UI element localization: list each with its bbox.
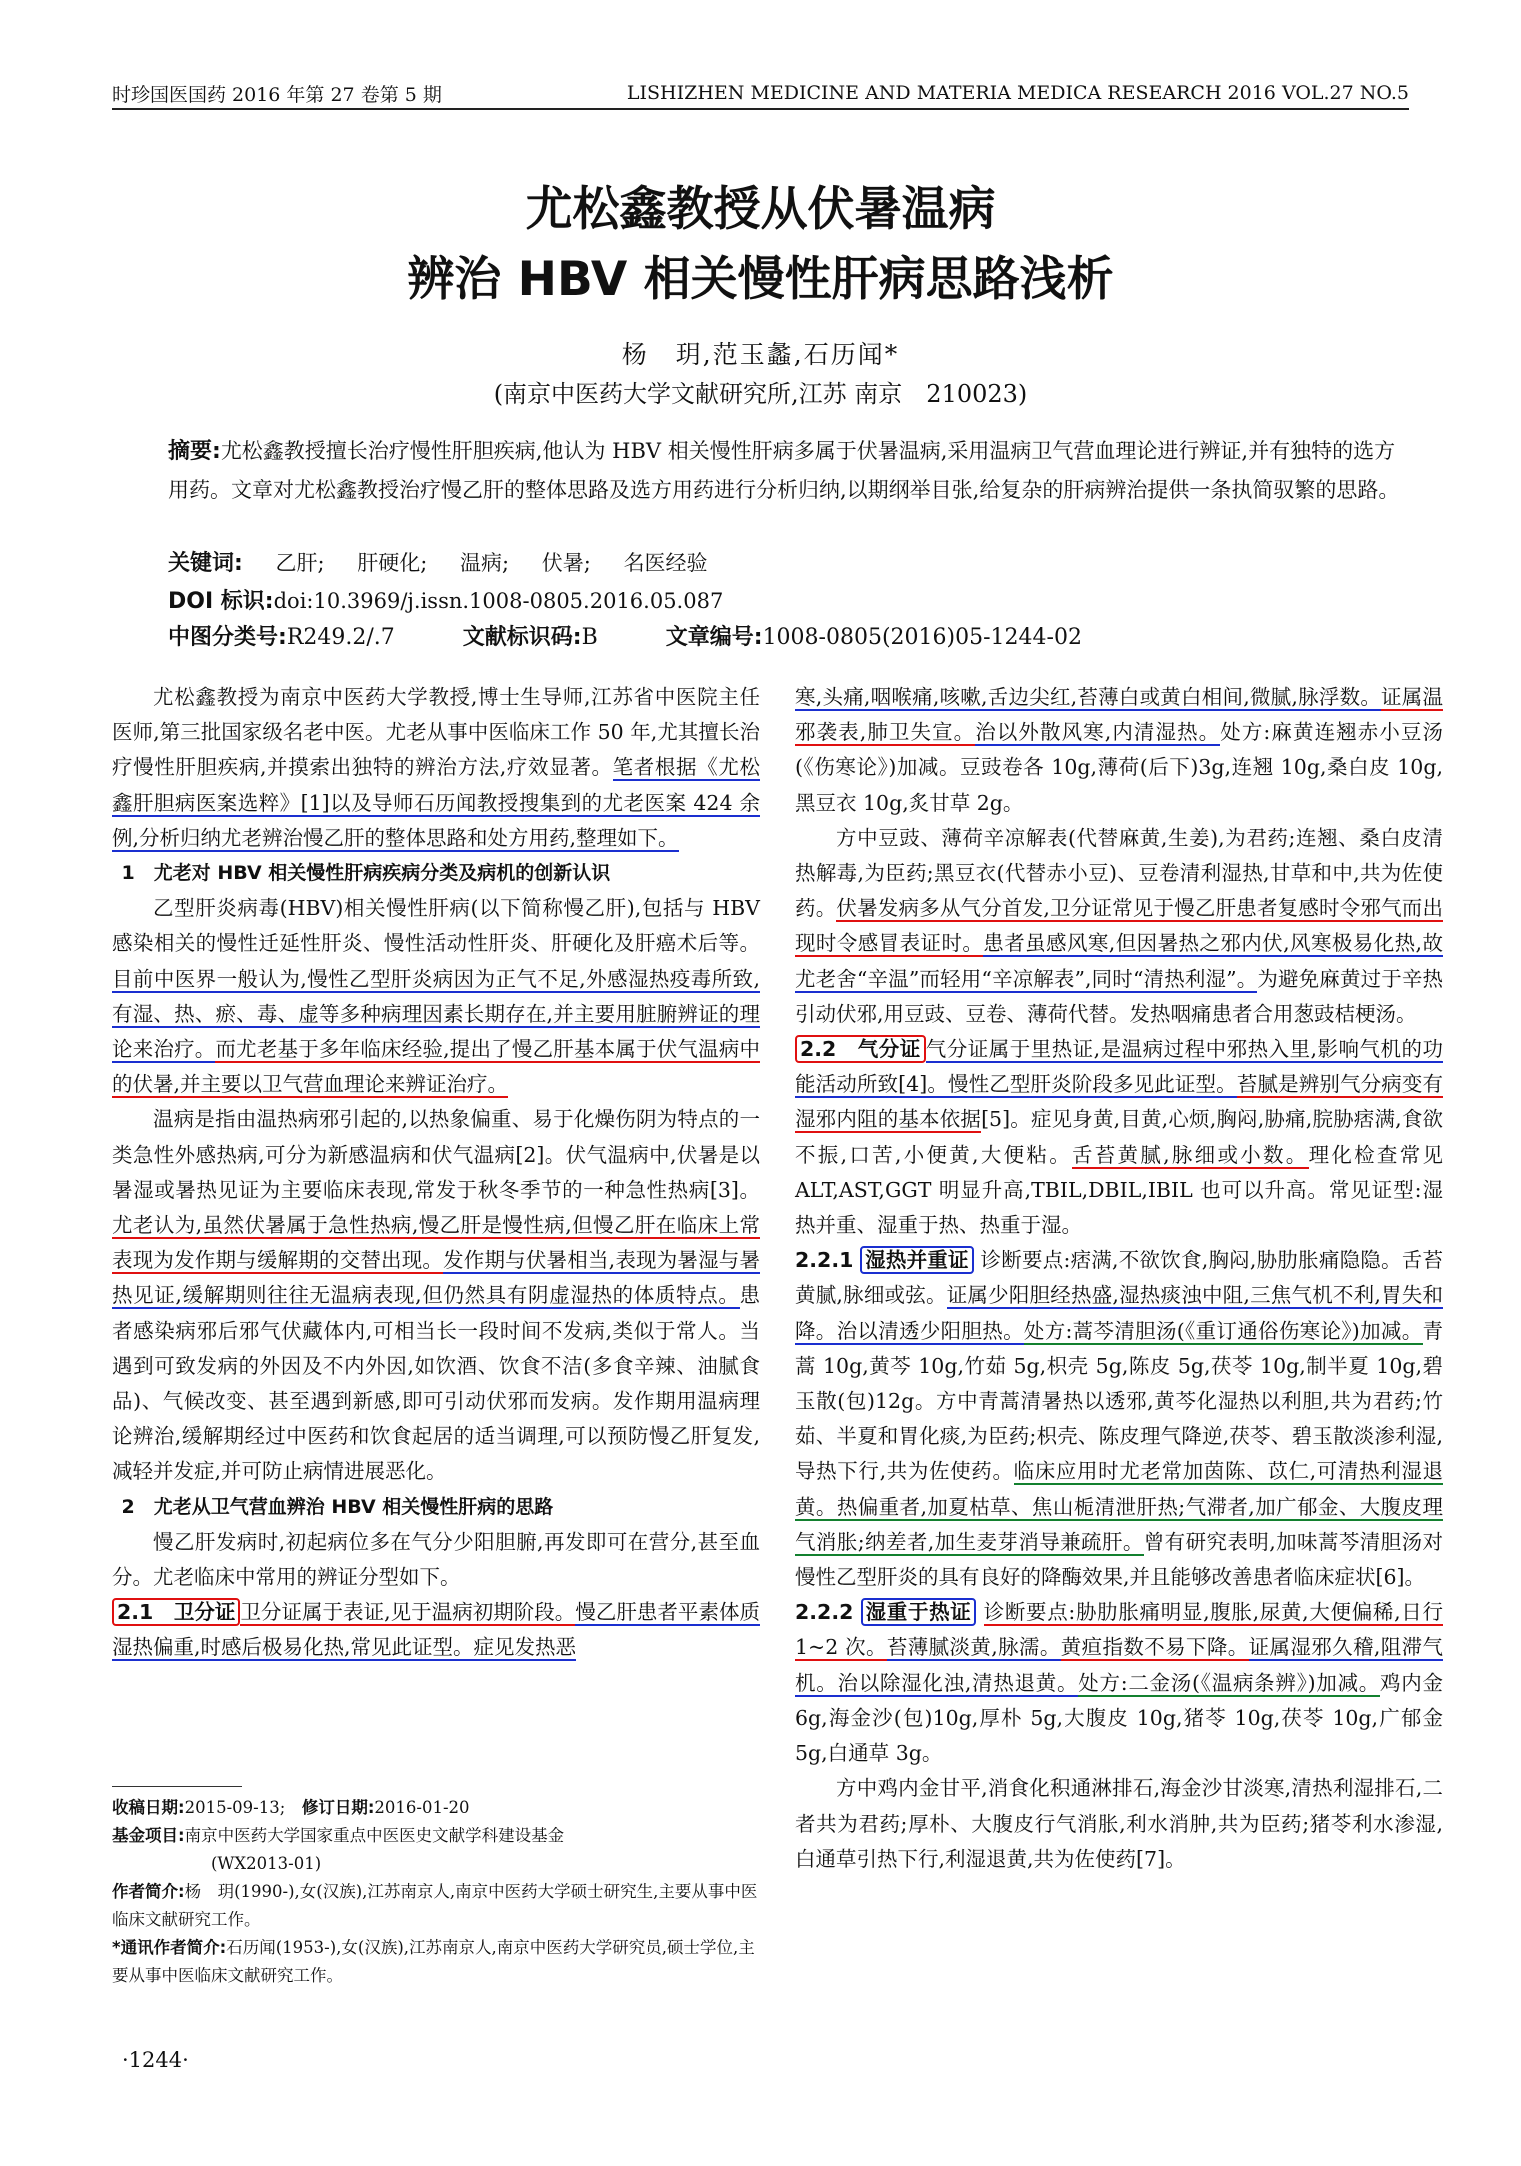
annotated-text: 苔腻是辨别气分病变有湿邪内阻的基本依据 <box>795 1072 1444 1132</box>
annotated-text: 症见发热恶 <box>473 1635 577 1660</box>
keyword: 肝硬化; <box>357 551 428 575</box>
annotated-text: 气分证属于里热证,是温病过程中邪热入里,影响气机的功能活动所致[4]。 <box>795 1037 1443 1097</box>
keywords-label: 关键词: <box>168 551 243 576</box>
paragraph <box>795 680 1443 821</box>
annotated-text: 治以清透少阳胆热。 <box>836 1318 1024 1343</box>
footnote-corresponding <box>112 1934 762 1990</box>
paragraph <box>112 1102 760 1489</box>
clc-label: 中图分类号: <box>168 625 287 650</box>
doc-code-value: B <box>581 625 598 650</box>
footnote-fund <box>112 1822 762 1850</box>
abstract <box>168 432 1400 509</box>
footnote-rule <box>112 1786 242 1787</box>
text-span: 为避免麻黄过于辛热引动伏邪,用豆豉、豆卷、薄荷代替。发热咽痛患者合用葱豉桔梗汤。 <box>795 966 1444 1026</box>
annotated-text: 苔薄腻淡黄,脉濡。 <box>886 1635 1061 1660</box>
section-1-heading: 1 尤老对 HBV 相关慢性肝病疾病分类及病机的创新认识 <box>121 862 611 885</box>
subsection-2-2-1 <box>795 1243 1443 1595</box>
annotated-text: 证属少阳胆经热盛,湿热痰浊中阻,三焦气机不利,胃失和降。 <box>795 1283 1443 1343</box>
doc-code-label: 文献标识码: <box>462 625 582 650</box>
affiliation: (南京中医药大学文献研究所,江苏 南京 210023) <box>493 380 1028 408</box>
text-span: 乙型肝炎病毒(HBV)相关慢性肝病(以下简称慢乙肝),包括与 HBV 感染相关的慢性迁延性肝炎、慢性活动性肝炎、肝硬化及肝癌术后等。 <box>112 896 760 956</box>
annotated-text: 黄疸指数不易下降。 <box>1060 1635 1249 1660</box>
paragraph <box>795 821 1443 1032</box>
text-span: 理化检查常见 ALT,AST,GGT 明显升高,TBIL,DBIL,IBIL 也可以升高。常见证型:湿热并重、湿重于热、热重于湿。 <box>795 1142 1443 1238</box>
annotated-text: 证属温邪袭表,肺卫失宣。 <box>795 685 1443 745</box>
annotated-text: 尤老认为,虽然伏暑属于急性热病,慢乙肝是慢性病,但慢乙肝在临床上常表现为发作期与缓解期的交替出现。 <box>112 1213 760 1273</box>
title-line-2: 辨治 HBV 相关慢性肝病思路浅析 <box>407 252 1114 307</box>
annotated-text: 目前中医界一般认为,慢性乙型肝炎病因为正气不足,外感湿热疫毒所致,有湿、热、瘀、毒、虚等多种病理因素长期存在,并主要用脏腑辨证的理论来治疗。 <box>112 966 760 1062</box>
received-date: 2015-09-13; <box>184 1798 286 1817</box>
text-span: 方中鸡内金甘平,消食化积通淋排石,海金沙甘淡寒,清热利湿排石,二者共为君药;厚朴、大腹皮行气消胀,利水消肿,共为臣药;猪苓利水渗湿,白通草引热下行,利湿退黄,共为佐使药[7]。 <box>795 1776 1443 1871</box>
keyword: 乙肝; <box>275 551 325 575</box>
revised-label: 修订日期: <box>301 1798 375 1817</box>
text-span: 曾有研究表明,加味蒿芩清胆汤对慢性乙型肝炎的具有良好的降酶效果,并且能够改善患者临床症状[6]。 <box>795 1529 1443 1590</box>
abstract-text: 尤松鑫教授擅长治疗慢性肝胆疾病,他认为 HBV 相关慢性肝病多属于伏暑温病,采用温病卫气营血理论进行辨证,并有独特的选方用药。文章对尤松鑫教授治疗慢乙肝的整体思路及选方用药进行分析归纳,以期纲举目张,给复杂的肝病辨治提供一条执简驭繁的思路。 <box>168 439 1400 502</box>
text-span: 尤松鑫教授为南京中医药大学教授,博士生导师,江苏省中医院主任医师,第三批国家级名老中医。尤老从事中医临床工作 50 年,尤其擅长治疗慢性肝胆疾病,并摸索出独特的辨治方法,疗效显著。 <box>112 685 760 780</box>
revised-date: 2016-01-20 <box>374 1798 470 1817</box>
annotated-text: 卫分证属于表证,见于温病初期阶段。 <box>240 1600 576 1625</box>
footnote-fund-code: (WX2013-01) <box>211 1854 322 1873</box>
annotated-text: 笔者根据《尤松鑫肝胆病医案选粹》[1]以及导师石历闻教授搜集到的尤老医案 424 余例,分析归纳尤老辨治慢乙肝的整体思路和处方用药,整理如下。 <box>112 755 760 850</box>
text-span: 诊断要点:痞满,不欲饮食,胸闷,胁肋胀痛隐隐。舌苔黄腻,脉细或弦。 <box>795 1248 1443 1308</box>
annotated-text: 证属湿邪久稽,阻滞气机。 <box>795 1635 1444 1695</box>
corr-label: *通讯作者简介: <box>112 1938 227 1957</box>
doi <box>168 582 1400 621</box>
annotated-text: 处方:蒿芩清胆汤(《重订通俗伤寒论》)加减。 <box>1023 1318 1423 1343</box>
subsection-label-box: 湿重于热证 <box>861 1598 977 1626</box>
text-span: 患者感染病邪后邪气伏藏体内,可相当长一段时间不发病,类似于常人。当遇到可致发病的外因及不内外因,如饮酒、饮食不洁(多食辛辣、油腻食品)、气候改变、甚至遇到新感,即可引动伏邪而发病。发作期用温病理论辨治,缓解期经过中医药和饮食起居的适当调理,可以预防慢乙肝复发,减轻并发症,并可防止病情进展恶化。 <box>112 1283 760 1484</box>
annotated-text: 慢乙肝患者平素体质湿热偏重,时感后极易化热,常见此证型。 <box>112 1600 761 1660</box>
text-span: 处方:麻黄连翘赤小豆汤(《伤寒论》)加减。豆豉卷各 10g,薄荷(后下)3g,连翘 10g,桑白皮 10g,黑豆衣 10g,炙甘草 2g。 <box>795 720 1443 815</box>
title-line-1: 尤松鑫教授从伏暑温病 <box>525 182 996 237</box>
clc-value: R249.2/.7 <box>286 625 395 650</box>
running-header <box>112 78 1409 110</box>
text-span: 方中豆豉、薄荷辛凉解表(代替麻黄,生姜),为君药;连翘、桑白皮清热解毒,为臣药;黑豆衣(代替赤小豆)、豆卷清利湿热,甘草和中,共为佐使药。 <box>795 825 1443 921</box>
classification-row <box>168 620 1082 651</box>
journal-header-cn: 时珍国医国药 2016 年第 27 卷第 5 期 <box>112 83 442 106</box>
annotated-text: 而尤老基于多年临床经验,提出了慢乙肝基本属于伏气温病中的伏暑,并主要以卫气营血理论来辨证治疗。 <box>112 1037 761 1097</box>
annotated-text: 处方:二金汤(《温病条辨》)加减。 <box>1078 1670 1381 1695</box>
doi-label: DOI 标识: <box>168 589 274 614</box>
text-span: 鸡内金 6g,海金沙(包)10g,厚朴 5g,大腹皮 10g,猪苓 10g,茯苓 10g,广郁金 5g,白通草 3g。 <box>795 1670 1444 1766</box>
paragraph <box>112 1525 760 1595</box>
intro-paragraph <box>112 680 760 856</box>
keywords <box>168 544 1400 583</box>
paragraph <box>795 1771 1443 1877</box>
annotated-text: 治以外散风寒,内清湿热。 <box>975 720 1221 745</box>
subsection-number: 2.2.1 <box>795 1248 854 1273</box>
fund-label: 基金项目: <box>112 1826 185 1845</box>
subsection-2-2 <box>795 1032 1443 1243</box>
subsection-2-2-2 <box>795 1595 1443 1771</box>
abstract-label: 摘要: <box>168 439 221 464</box>
keyword: 名医经验 <box>623 551 708 575</box>
authors: 杨 玥,范玉蠡,石历闻* <box>621 340 900 369</box>
page-number: ·1244· <box>122 2048 189 2072</box>
footnote-author <box>112 1878 762 1934</box>
subsection-label-box: 湿热并重证 <box>860 1246 974 1274</box>
subsection-label-box: 2.2 气分证 <box>795 1035 926 1063</box>
text-span: [5]。症见身黄,目黄,心烦,胸闷,胁痛,脘胁痞满,食欲不振,口苦,小便黄,大便粘。 <box>795 1107 1444 1167</box>
annotated-text: 治以除湿化浊,清热退黄。 <box>837 1670 1079 1695</box>
annotated-text: 患者虽感风寒,但因暑热之邪内伏,风寒极易化热,故尤老舍“辛温”而轻用“辛凉解表”,同时“清热利湿”。 <box>795 931 1443 991</box>
article-id-label: 文章编号: <box>665 625 763 650</box>
section-2-heading: 2 尤老从卫气营血辨治 HBV 相关慢性肝病的思路 <box>121 1495 554 1518</box>
text-span: 慢乙肝发病时,初起病位多在气分少阳胆腑,再发即可在营分,甚至血分。尤老临床中常用的辨证分型如下。 <box>112 1529 760 1590</box>
text-span: 温病是指由温热病邪引起的,以热象偏重、易于化燥伤阴为特点的一类急性外感热病,可分为新感温病和伏气温病[2]。伏气温病中,伏暑是以暑湿或暑热见证为主要临床表现,常发于秋冬季节的一种急性热病[3]。 <box>112 1107 760 1202</box>
fund-text: 南京中医药大学国家重点中医医史文献学科建设基金 <box>184 1826 565 1845</box>
doi-value: doi:10.3969/j.issn.1008-0805.2016.05.087 <box>273 589 724 613</box>
annotated-text: 热偏重者,加夏枯草、焦山栀清泄肝热;气滞者,加广郁金、大腹皮理气消胀;纳差者,加生麦芽消导兼疏肝。 <box>795 1494 1443 1554</box>
annotated-text: 伏暑发病多从气分首发,卫分证常见于慢乙肝患者复感时令邪气而出现时令感冒表证时。 <box>795 896 1444 956</box>
received-label: 收稿日期: <box>112 1798 185 1817</box>
article-id-value: 1008-0805(2016)05-1244-02 <box>762 625 1082 650</box>
annotated-text: 慢性乙型肝炎阶段多见此证型。 <box>947 1072 1237 1097</box>
right-column <box>795 680 1443 1877</box>
left-column <box>112 680 760 1666</box>
keyword: 伏暑; <box>541 551 591 575</box>
annotated-text: 寒,头痛,咽喉痛,咳嗽,舌边尖红,苔薄白或黄白相间,微腻,脉浮数。 <box>795 685 1382 709</box>
keyword: 温病; <box>460 551 510 575</box>
annotated-text: 临床应用时尤老常加茵陈、苡仁,可清热利湿退黄。 <box>795 1459 1443 1519</box>
corr-text: 石历闻(1953-),女(汉族),江苏南京人,南京中医药大学研究员,硕士学位,主要从事中医临床文献研究工作。 <box>112 1938 755 1985</box>
subsection-number: 2.2.2 <box>795 1600 854 1625</box>
author-text: 杨 玥(1990-),女(汉族),江苏南京人,南京中医药大学硕士研究生,主要从事中医临床文献研究工作。 <box>112 1882 758 1929</box>
journal-header-en: LISHIZHEN MEDICINE AND MATERIA MEDICA RESEARCH 2016 VOL.27 NO.5 <box>626 82 1409 104</box>
annotated-text: 舌苔黄腻,脉细或小数。 <box>1071 1142 1309 1167</box>
text-span: 青蒿 10g,黄芩 10g,竹茹 5g,枳壳 5g,陈皮 5g,茯苓 10g,制半夏 10g,碧玉散(包)12g。方中青蒿清暑热以透邪,黄芩化湿热以利胆,共为君药;竹茹、半夏和胃化痰,为臣药;枳壳、陈皮理气降逆,茯苓、碧玉散淡渗利湿,导热下行,共为佐使药。 <box>795 1318 1444 1484</box>
subsection-label-box: 2.1 卫分证 <box>112 1598 240 1626</box>
subsection-2-1 <box>112 1595 760 1665</box>
author-label: 作者简介: <box>112 1882 185 1901</box>
annotated-text: 诊断要点:胁肋胀痛明显,腹胀,尿黄,大便偏稀,日行 1~2 次。 <box>795 1600 1443 1660</box>
footnotes <box>112 1794 762 1990</box>
footnote-dates <box>112 1794 762 1822</box>
paragraph <box>112 891 760 1102</box>
annotated-text: 发作期与伏暑相当,表现为暑湿与暑热见证,缓解期则往往无温病表现,但仍然具有阴虚湿热的体质特点。 <box>112 1248 761 1308</box>
